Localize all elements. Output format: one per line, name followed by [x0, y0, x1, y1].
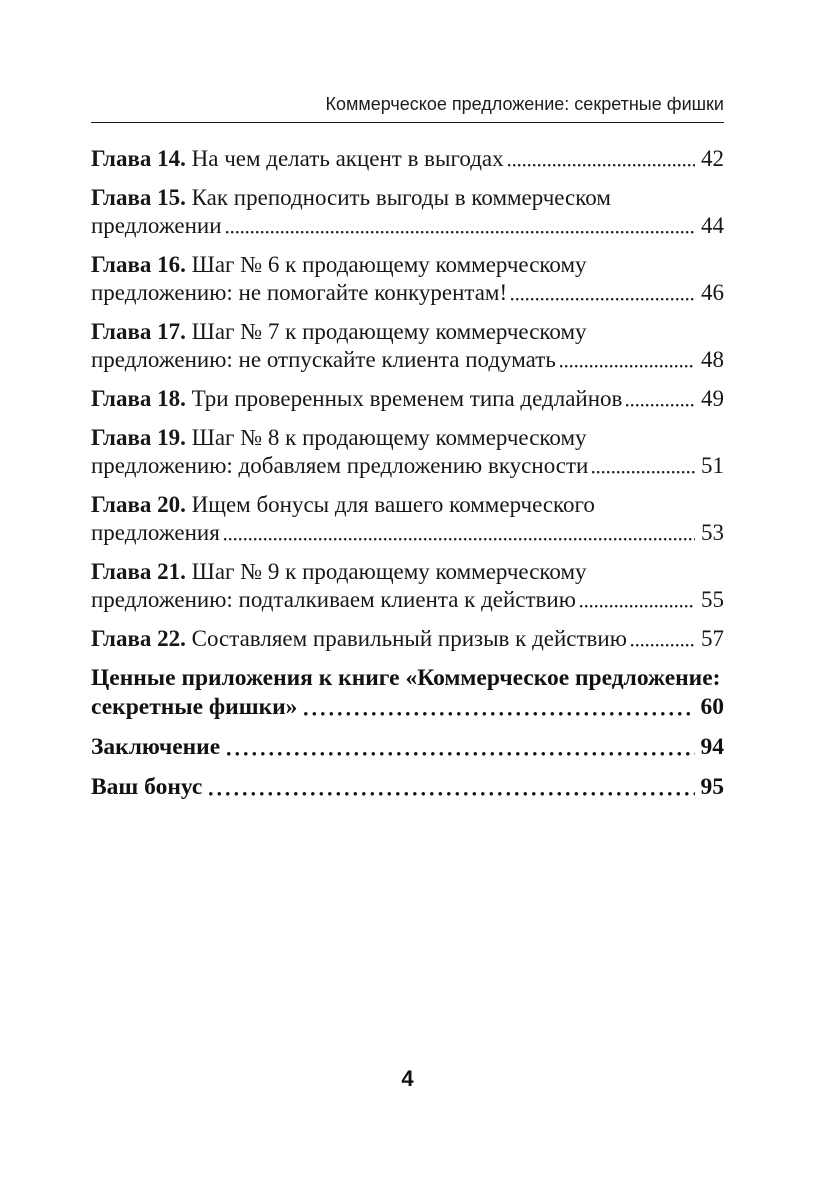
toc-entry-leader-line: [91, 773, 724, 802]
dotted-leader: [592, 452, 695, 480]
toc-entry-leader-line: [91, 212, 724, 240]
chapter-label: Глава 19.: [91, 425, 192, 450]
toc-entry-leader-line: [91, 625, 724, 653]
toc-entry-text: предложению: добавляем предложению вкусности: [91, 453, 589, 478]
toc-entry-leader-line: [91, 145, 724, 173]
toc-page-ref: 48: [701, 347, 724, 372]
toc-entry-text: секретные фишки»: [91, 694, 298, 720]
toc-entry-text: Ценные приложения к книге «Коммерческое предложение:: [91, 665, 721, 691]
toc-entry-leader-line: [91, 452, 724, 480]
toc-entry-text: Заключение: [91, 734, 221, 760]
header-rule: [91, 122, 724, 123]
toc-entry: [91, 558, 724, 614]
toc-entry-text: предложению: подталкиваем клиента к действию: [91, 587, 576, 612]
dotted-leader: [209, 773, 694, 802]
toc-entry-leader-line: [91, 385, 724, 413]
toc-entry: [91, 251, 724, 307]
toc-entry-text: предложению: не помогайте конкурентам!: [91, 280, 508, 305]
table-of-contents: [91, 145, 724, 813]
toc-page-ref: 57: [701, 626, 724, 651]
toc-page-ref: 44: [701, 213, 724, 238]
dotted-leader: [626, 385, 695, 413]
toc-entry-text: Глава 14. На чем делать акцент в выгодах: [91, 146, 504, 171]
dotted-leader: [511, 279, 695, 307]
toc-entry-line: [91, 318, 724, 346]
toc-entry-text: предложения: [91, 520, 220, 545]
toc-page-ref: 46: [701, 280, 724, 305]
chapter-label: Глава 22.: [91, 626, 192, 651]
page-number: 4: [401, 1066, 414, 1091]
toc-entry-line: [91, 251, 724, 279]
toc-entry-leader-line: [91, 693, 724, 722]
toc-entry-leader-line: [91, 586, 724, 614]
toc-entry-line: [91, 491, 724, 519]
toc-entry: [91, 318, 724, 374]
toc-entry-text: Ваш бонус: [91, 774, 203, 800]
toc-entry: [91, 773, 724, 802]
toc-entry: [91, 424, 724, 480]
toc-entry-leader-line: [91, 733, 724, 762]
toc-entry: [91, 625, 724, 653]
toc-page-ref: 49: [701, 386, 724, 411]
dotted-leader: [508, 145, 695, 173]
chapter-label: Глава 18.: [91, 386, 192, 411]
toc-entry: [91, 491, 724, 547]
toc-page-ref: 60: [700, 694, 724, 720]
toc-entry-text: Глава 15. Как преподносить выгоды в коммерческом: [91, 185, 611, 210]
toc-entry: [91, 184, 724, 240]
toc-entry-text: Глава 22. Составляем правильный призыв к действию: [91, 626, 627, 651]
dotted-leader: [224, 519, 695, 547]
toc-entry-text: Глава 17. Шаг № 7 к продающему коммерческому: [91, 319, 587, 344]
chapter-label: Глава 20.: [91, 492, 192, 517]
toc-page-ref: 42: [701, 146, 724, 171]
toc-entry: [91, 385, 724, 413]
toc-entry-text: Глава 18. Три проверенных временем типа дедлайнов: [91, 386, 623, 411]
toc-entry-line: [91, 558, 724, 586]
toc-entry-text: Глава 20. Ищем бонусы для вашего коммерческого: [91, 492, 595, 517]
toc-entry-leader-line: [91, 519, 724, 547]
dotted-leader: [580, 586, 695, 614]
toc-page-ref: 53: [701, 520, 724, 545]
dotted-leader: [631, 625, 695, 653]
dotted-leader: [304, 693, 694, 722]
toc-entry-leader-line: [91, 346, 724, 374]
toc-entry: [91, 733, 724, 762]
toc-page-ref: 51: [701, 453, 724, 478]
running-header: Коммерческое предложение: секретные фишки: [325, 94, 724, 114]
toc-entry-line: [91, 424, 724, 452]
chapter-label: Глава 17.: [91, 319, 192, 344]
toc-entry: [91, 145, 724, 173]
chapter-label: Глава 15.: [91, 185, 192, 210]
chapter-label: Глава 14.: [91, 146, 192, 171]
toc-page-ref: 55: [701, 587, 724, 612]
toc-entry-text: Глава 21. Шаг № 9 к продающему коммерческому: [91, 559, 587, 584]
dotted-leader: [560, 346, 695, 374]
toc-entry-text: предложению: не отпускайте клиента подумать: [91, 347, 556, 372]
toc-entry-text: предложении: [91, 213, 222, 238]
toc-entry-line: [91, 184, 724, 212]
chapter-label: Глава 21.: [91, 559, 192, 584]
toc-entry-text: Глава 16. Шаг № 6 к продающему коммерческому: [91, 252, 587, 277]
dotted-leader: [227, 733, 694, 762]
dotted-leader: [226, 212, 695, 240]
toc-page-ref: 95: [700, 774, 724, 800]
toc-entry-line: [91, 664, 724, 693]
toc-entry-leader-line: [91, 279, 724, 307]
toc-page-ref: 94: [700, 734, 724, 760]
chapter-label: Глава 16.: [91, 252, 192, 277]
toc-entry-text: Глава 19. Шаг № 8 к продающему коммерческому: [91, 425, 587, 450]
toc-entry: [91, 664, 724, 722]
